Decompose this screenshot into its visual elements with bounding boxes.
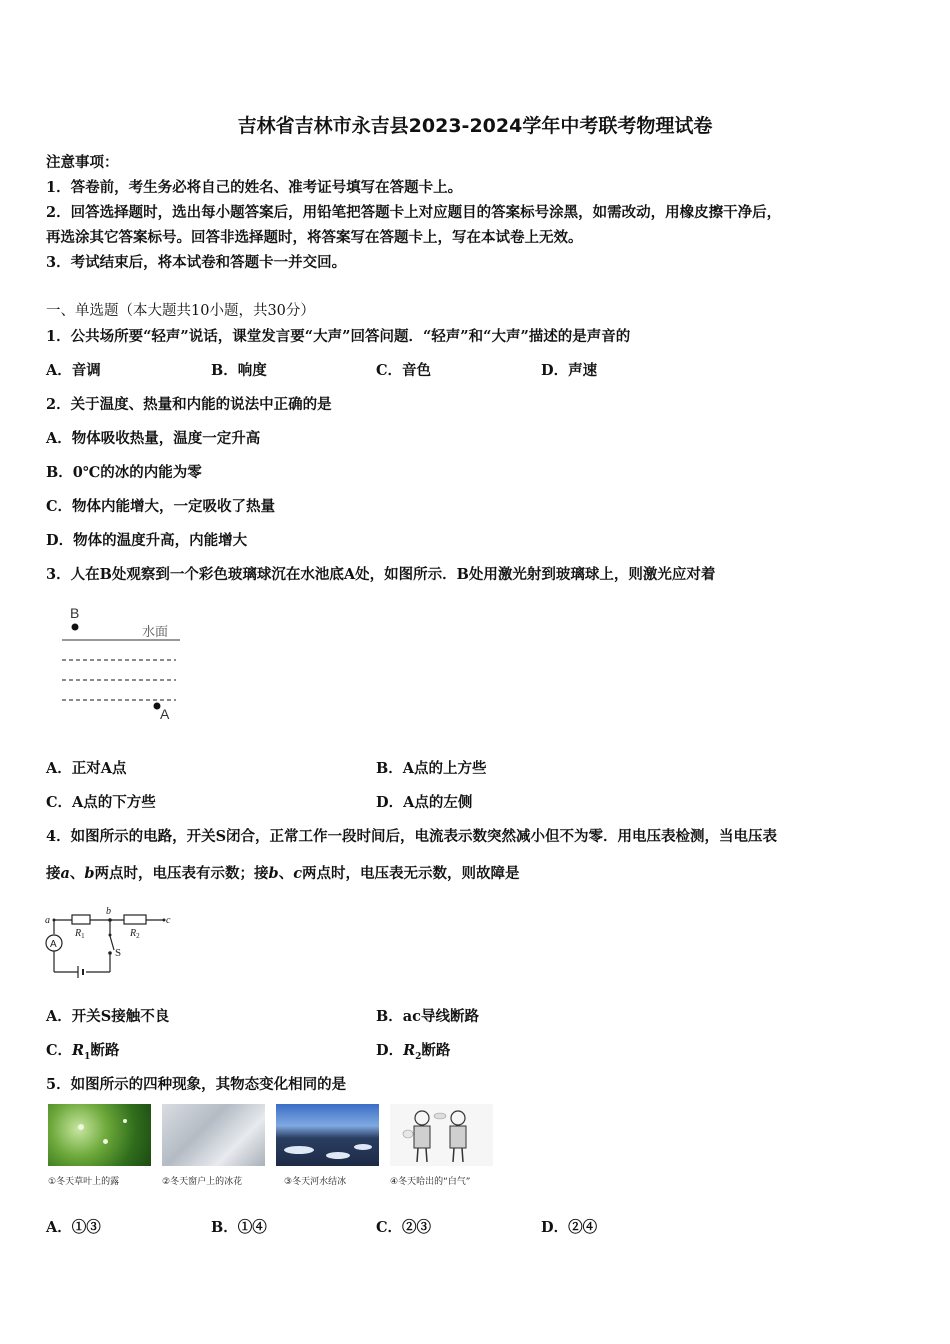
question-5-stem: 5．如图所示的四种现象，其物态变化相同的是 (46, 1076, 347, 1093)
q1-option-a: A．音调 (46, 362, 101, 379)
q3-option-d: D．A点的左侧 (376, 794, 473, 811)
q5-option-c: C．②③ (376, 1219, 432, 1236)
q5-option-a: A．①③ (46, 1219, 101, 1236)
q1-option-c: C．音色 (376, 362, 432, 379)
dew-on-grass-photo (48, 1104, 151, 1166)
notice-item: 1．答卷前，考生务必将自己的姓名、准考证号填写在答题卡上。 (46, 179, 463, 196)
frost-window-photo (162, 1104, 265, 1166)
question-1-stem: 1．公共场所要“轻声”说话，课堂发言要“大声”回答问题．“轻声”和“大声”描述的是声音的 (46, 328, 631, 345)
notice-heading: 注意事项： (46, 154, 119, 171)
q2-option-c: C．物体内能增大，一定吸收了热量 (46, 498, 276, 515)
q5-option-d: D．②④ (541, 1219, 598, 1236)
q3-option-b: B．A点的上方些 (376, 760, 487, 777)
switch-s (110, 936, 114, 950)
r1-label: $R_1$ (75, 928, 85, 940)
resistor-r1 (72, 915, 90, 924)
ammeter-label: A (50, 939, 57, 950)
circuit-diagram (42, 902, 182, 982)
section-heading: 一、单选题（本大题共10小题，共30分） (46, 303, 315, 319)
q4-option-b: B．ac导线断路 (376, 1008, 479, 1025)
caption-3: ③冬天河水结冰 (284, 1177, 347, 1187)
node-c-label: c (166, 915, 171, 926)
frozen-river-photo (276, 1104, 379, 1166)
caption-4: ④冬天哈出的“白气” (390, 1177, 471, 1187)
point-b-dot (72, 624, 79, 631)
point-a-label: A (160, 706, 170, 722)
resistor-r2 (124, 915, 146, 924)
q3-option-c: C．A点的下方些 (46, 794, 156, 811)
r2-label: $R_2$ (130, 928, 140, 940)
switch-label: S (115, 947, 122, 959)
q2-option-b: B．0℃的冰的内能为零 (46, 464, 202, 481)
question-3-stem: 3．人在B处观察到一个彩色玻璃球沉在水池底A处，如图所示．B处用激光射到玻璃球上，则激光应对着 (46, 566, 716, 583)
caption-2: ②冬天窗户上的冰花 (162, 1177, 243, 1187)
notice-item: 再选涂其它答案标号。回答非选择题时，将答案写在答题卡上，写在本试卷上无效。 (46, 229, 583, 246)
question-4-stem-cont: 接a、b两点时，电压表有示数；接b、c两点时，电压表无示数，则故障是 (46, 865, 520, 882)
q4-option-a: A．开关S接触不良 (46, 1008, 170, 1025)
caption-1: ①冬天草叶上的露 (48, 1177, 120, 1187)
water-surface-label: 水面 (142, 625, 169, 640)
q1-option-d: D．声速 (541, 362, 598, 379)
q3-option-a: A．正对A点 (46, 760, 127, 777)
question-2-stem: 2．关于温度、热量和内能的说法中正确的是 (46, 396, 332, 413)
q4-option-c: C．$R_1$断路 (46, 1042, 120, 1062)
notice-item: 2．回答选择题时，选出每小题答案后，用铅笔把答题卡上对应题目的答案标号涂黑，如需改动，用橡皮擦干净后， (46, 204, 782, 221)
pool-diagram (56, 602, 186, 724)
question-4-stem: 4．如图所示的电路，开关S闭合，正常工作一段时间后，电流表示数突然减小但不为零．用电压表检测，当电压表 (46, 828, 778, 845)
node-b-label: b (106, 906, 111, 917)
phenomena-figure (48, 1104, 493, 1190)
q5-option-b: B．①④ (211, 1219, 267, 1236)
q1-option-b: B．响度 (211, 362, 267, 379)
point-b-label: B (70, 605, 80, 621)
q2-option-d: D．物体的温度升高，内能增大 (46, 532, 248, 549)
breath-vapor-illustration (390, 1104, 493, 1166)
notice-item: 3．考试结束后，将本试卷和答题卡一并交回。 (46, 254, 347, 271)
page-title: 吉林省吉林市永吉县2023-2024学年中考联考物理试卷 (237, 115, 713, 137)
q2-option-a: A．物体吸收热量，温度一定升高 (46, 430, 261, 447)
node-a-label: a (45, 915, 50, 926)
q4-option-d: D．$R_2$断路 (376, 1042, 451, 1062)
